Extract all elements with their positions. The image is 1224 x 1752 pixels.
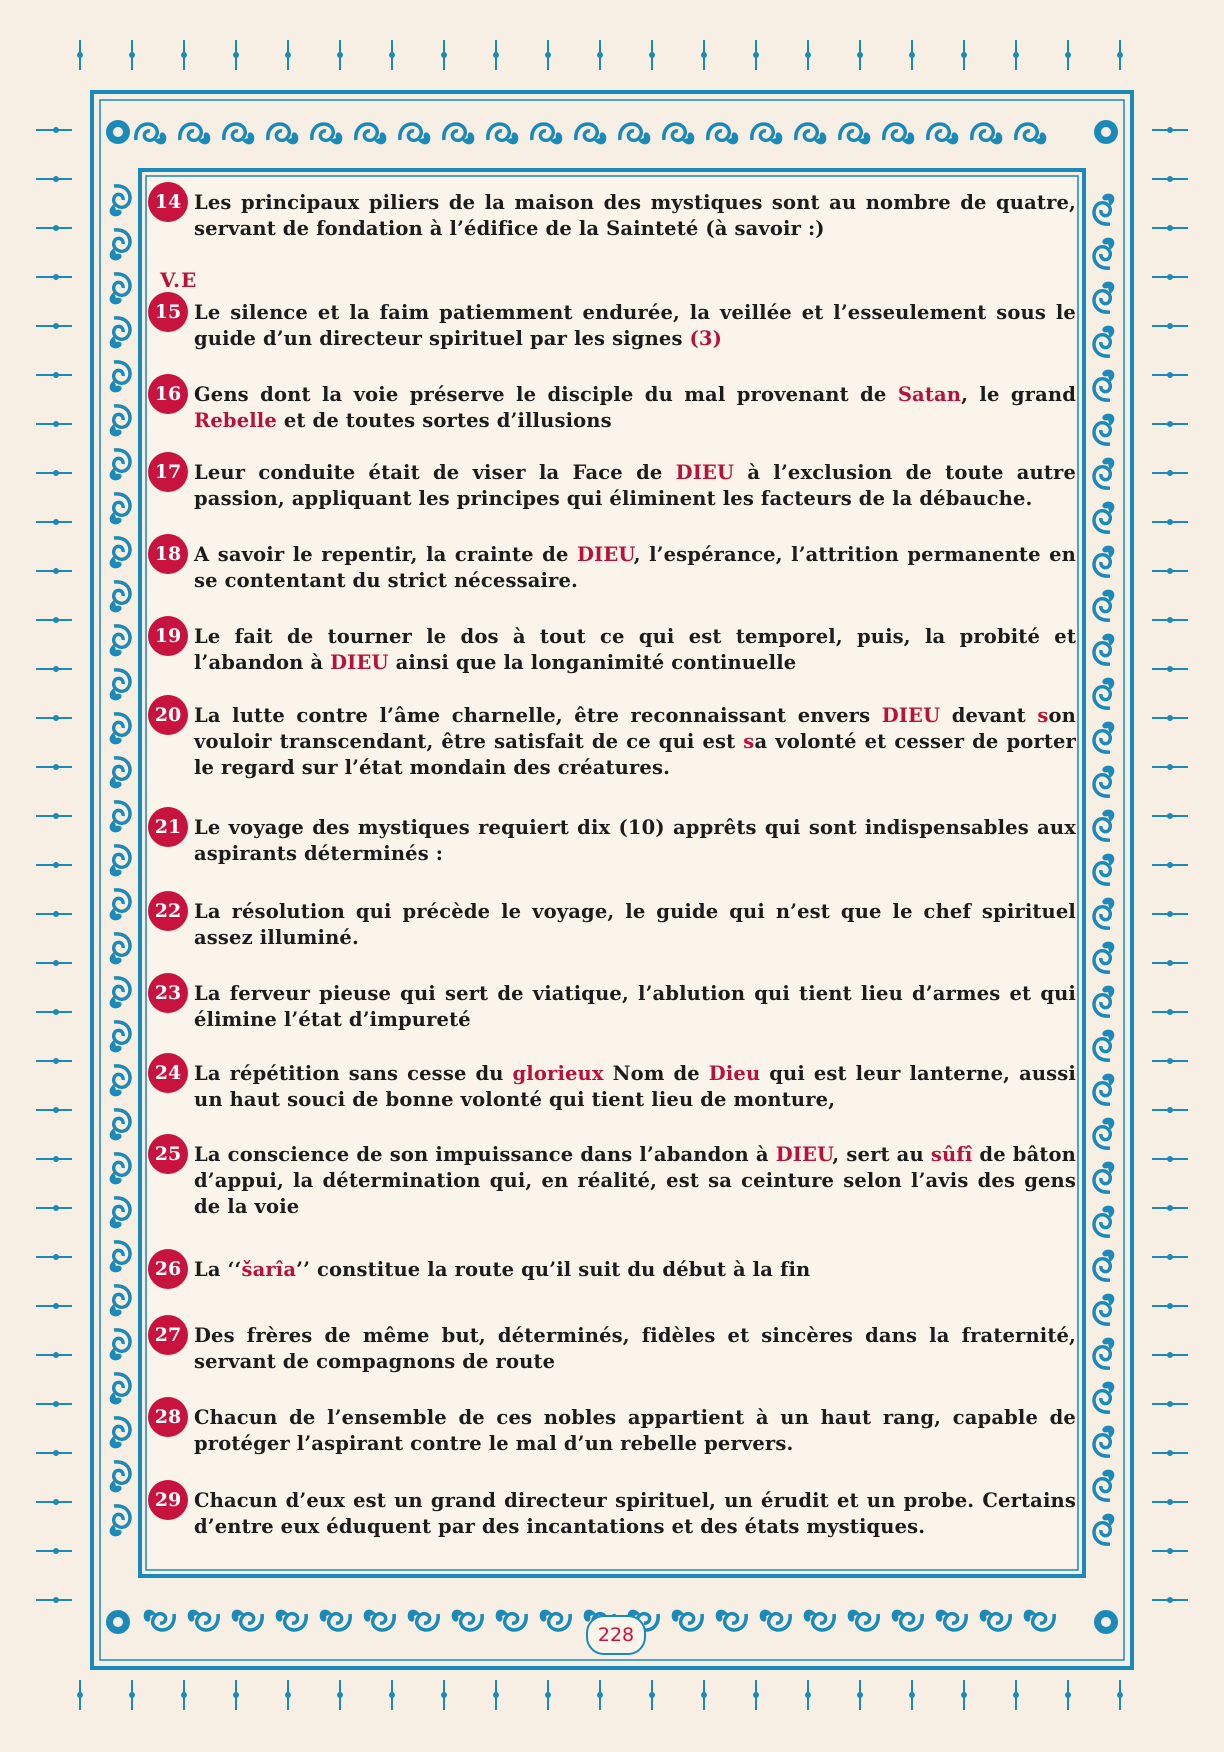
verse-28 xyxy=(148,1399,1076,1457)
verse-25 xyxy=(148,1136,1076,1220)
highlighted-word: DIEU xyxy=(775,1143,833,1166)
highlighted-word: glorieux xyxy=(512,1062,604,1085)
verse-number-badge: 26 xyxy=(148,1249,188,1289)
highlighted-word: Dieu xyxy=(708,1062,761,1085)
verse-number-badge: 23 xyxy=(148,973,188,1013)
verse-text xyxy=(194,815,1076,867)
verse-text-run: a volonté et cesser de porter le regard sur l’état mondain des créatures. xyxy=(194,730,1076,779)
verse-text xyxy=(194,1257,1076,1283)
verse-text xyxy=(194,1488,1076,1540)
verse-text xyxy=(194,981,1076,1033)
verse-text xyxy=(194,899,1076,951)
highlighted-word: sûfî xyxy=(930,1143,973,1166)
verse-number-badge: 20 xyxy=(148,695,188,735)
verse-number-badge: 24 xyxy=(148,1053,188,1093)
highlighted-word: DIEU xyxy=(330,651,389,674)
verse-text xyxy=(194,703,1076,781)
verse-text-run: La ‘‘ xyxy=(194,1258,242,1281)
verse-21 xyxy=(148,809,1076,867)
verse-text xyxy=(194,1323,1076,1375)
verse-number-badge: 21 xyxy=(148,807,188,847)
verse-text-run: Gens dont la voie préserve le disciple du mal provenant de xyxy=(194,383,898,406)
verse-number-badge: 28 xyxy=(148,1397,188,1437)
verse-17 xyxy=(148,454,1076,512)
highlighted-word: Satan xyxy=(897,383,962,406)
verse-text-run: de bâton d’appui, la détermination qui, en réalité, est sa ceinture selon l’avis des gens de la voie xyxy=(194,1143,1076,1218)
verse-number-badge: 27 xyxy=(148,1315,188,1355)
highlighted-word: s xyxy=(743,730,755,753)
verse-text-run: on vouloir transcendant, être satisfait de ce qui est xyxy=(194,704,1076,753)
verse-number-badge: 19 xyxy=(148,616,188,656)
page-number: 228 xyxy=(586,1615,646,1655)
text-panel xyxy=(148,178,1076,1568)
verse-text-run: La répétition sans cesse du xyxy=(194,1062,513,1085)
verse-text-run: , le grand xyxy=(961,383,1076,406)
verse-text-run: Le silence et la faim patiemment endurée, la veillée et l’esseulement sous le guide d’un directeur spirituel par les signes xyxy=(194,301,1076,350)
highlighted-word: s xyxy=(1037,704,1049,727)
highlighted-word: DIEU xyxy=(675,461,735,484)
verse-number-badge: 16 xyxy=(148,374,188,414)
verse-number-badge: 15 xyxy=(148,292,188,332)
verse-24 xyxy=(148,1055,1076,1113)
verse-text-run: La lutte contre l’âme charnelle, être reconnaissant envers xyxy=(194,704,882,727)
verse-text xyxy=(194,624,1076,676)
verse-27 xyxy=(148,1317,1076,1375)
verse-23 xyxy=(148,975,1076,1033)
verse-text-run: qui est leur lanterne, aussi un haut souci de bonne volonté qui tient lieu de monture, xyxy=(194,1062,1076,1111)
verse-text-run: Chacun d’eux est un grand directeur spirituel, un érudit et un probe. Certains d’entre eux éduquent par des incantations et des états mystiques. xyxy=(194,1489,1076,1538)
verse-text-run: , l’espérance, l’attrition permanente en se contentant du strict nécessaire. xyxy=(194,543,1076,592)
verse-29 xyxy=(148,1482,1076,1540)
verse-text-run: La ferveur pieuse qui sert de viatique, l’ablution qui tient lieu d’armes et qui élimine l’état d’impureté xyxy=(194,982,1076,1031)
highlighted-word: šarîa xyxy=(241,1258,297,1281)
verse-19 xyxy=(148,618,1076,676)
highlighted-word: DIEU xyxy=(576,543,634,566)
verse-20 xyxy=(148,697,1076,781)
verse-15 xyxy=(148,294,1076,352)
verse-text-run: Des frères de même but, déterminés, fidèles et sincères dans la fraternité, servant de compagnons de route xyxy=(194,1324,1076,1373)
verse-text xyxy=(194,1142,1076,1220)
verse-text-run: ainsi que la longanimité continuelle xyxy=(388,651,797,674)
verse-number-badge: 22 xyxy=(148,891,188,931)
section-label: V.E xyxy=(160,268,198,292)
verse-text xyxy=(194,1061,1076,1113)
verse-text xyxy=(194,542,1076,594)
verse-number-badge: 29 xyxy=(148,1480,188,1520)
verse-text xyxy=(194,460,1076,512)
verse-text-run: A savoir le repentir, la crainte de xyxy=(194,543,577,566)
verse-text-run: ’’ constitue la route qu’il suit du début à la fin xyxy=(296,1258,811,1281)
verse-text xyxy=(194,190,1076,242)
verse-number-badge: 17 xyxy=(148,452,188,492)
verse-number-badge: 25 xyxy=(148,1134,188,1174)
verse-text-run: La conscience de son impuissance dans l’abandon à xyxy=(194,1143,776,1166)
highlighted-word: DIEU xyxy=(881,704,941,727)
verse-number-badge: 18 xyxy=(148,534,188,574)
verse-text-run: Les principaux piliers de la maison des mystiques sont au nombre de quatre, servant de fondation à l’édifice de la Sainteté (à savoir :) xyxy=(194,191,1076,240)
verse-text-run: La résolution qui précède le voyage, le guide qui n’est que le chef spirituel assez illuminé. xyxy=(194,900,1076,949)
verse-text-run: devant xyxy=(940,704,1038,727)
verse-text-run: et de toutes sortes d’illusions xyxy=(276,409,612,432)
verse-text xyxy=(194,1405,1076,1457)
verse-text-run: Le fait de tourner le dos à tout ce qui est temporel, puis, la probité et l’abandon à xyxy=(194,625,1076,674)
verse-text xyxy=(194,382,1076,434)
verse-text-run: Chacun de l’ensemble de ces nobles appartient à un haut rang, capable de protéger l’aspirant contre le mal d’un rebelle pervers. xyxy=(194,1406,1076,1455)
verse-text-run: , sert au xyxy=(832,1143,931,1166)
verse-22 xyxy=(148,893,1076,951)
highlighted-word: (3) xyxy=(689,327,723,350)
verse-text-run: à l’exclusion de toute autre passion, appliquant les principes qui éliminent les facteurs de la débauche. xyxy=(194,461,1077,510)
verse-16 xyxy=(148,376,1076,434)
verse-26 xyxy=(148,1251,1076,1289)
verse-18 xyxy=(148,536,1076,594)
verse-text-run: Leur conduite était de viser la Face de xyxy=(194,461,676,484)
verse-14 xyxy=(148,184,1076,242)
verse-text xyxy=(194,300,1076,352)
highlighted-word: Rebelle xyxy=(194,409,277,432)
verse-text-run: Le voyage des mystiques requiert dix (10) apprêts qui sont indispensables aux aspirants déterminés : xyxy=(194,816,1076,865)
verse-number-badge: 14 xyxy=(148,182,188,222)
verse-text-run: Nom de xyxy=(603,1062,709,1085)
